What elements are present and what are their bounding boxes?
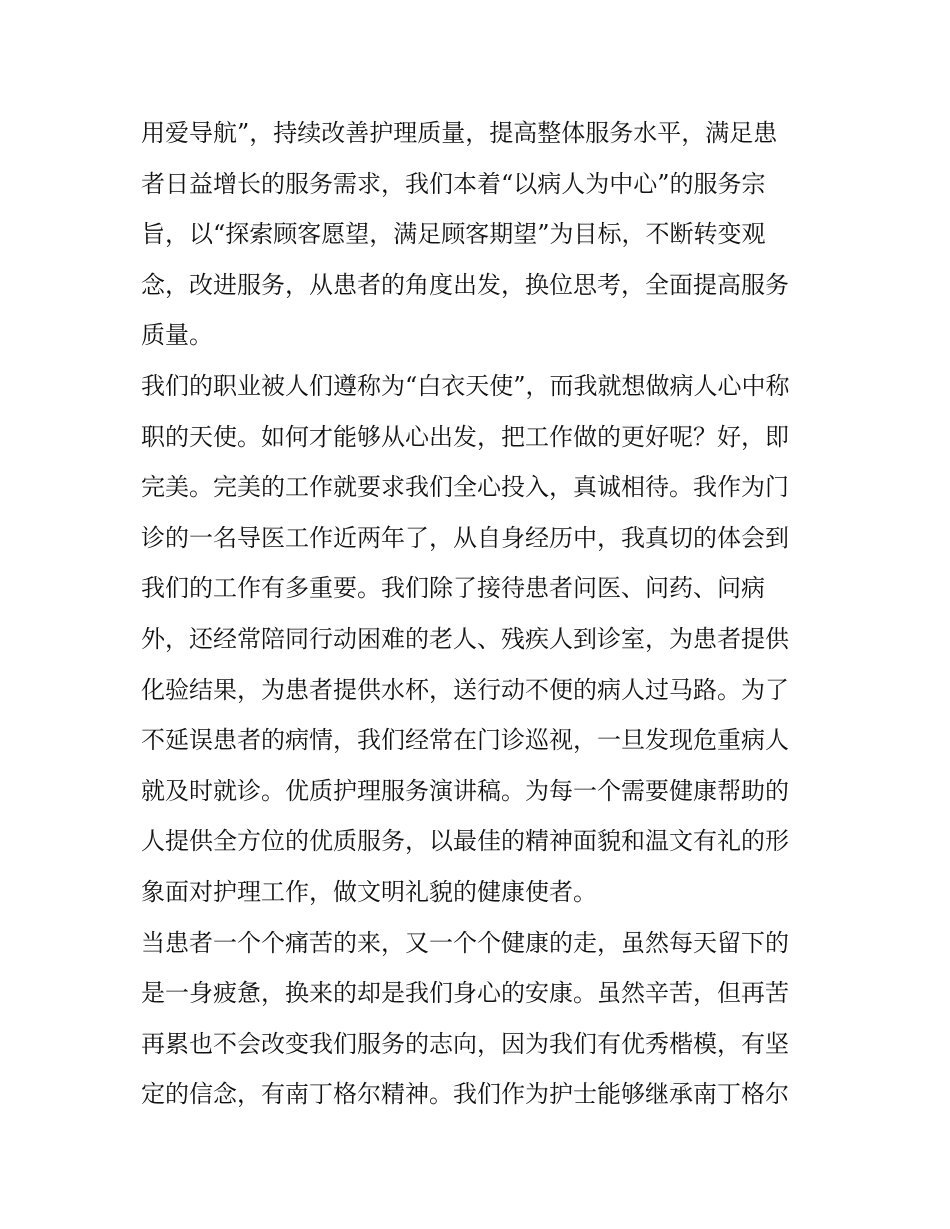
text-line: 诊的一名导医工作近两年了，从自身经历中，我真切的体会到 bbox=[141, 523, 789, 552]
text-line: 就及时就诊。优质护理服务演讲稿。为每一个需要健康帮助的 bbox=[141, 776, 789, 805]
text-line: 定的信念，有南丁格尔精神。我们作为护士能够继承南丁格尔 bbox=[141, 1080, 789, 1109]
text-line: 完美。完美的工作就要求我们全心投入，真诚相待。我作为门 bbox=[141, 473, 789, 502]
text-line: 我们的工作有多重要。我们除了接待患者问医、问药、问病 bbox=[141, 574, 765, 603]
text-line: 外，还经常陪同行动困难的老人、残疾人到诊室，为患者提供 bbox=[141, 624, 789, 653]
text-line: 我们的职业被人们遵称为“白衣天使”，而我就想做病人心中称 bbox=[141, 371, 790, 400]
text-line: 质量。 bbox=[141, 321, 213, 350]
text-line: 不延误患者的病情，我们经常在门诊巡视，一旦发现危重病人 bbox=[141, 726, 789, 755]
text-line: 用爱导航”，持续改善护理质量，提高整体服务水平，满足患 bbox=[141, 119, 778, 147]
text-line: 化验结果，为患者提供水杯，送行动不便的病人过马路。为了 bbox=[141, 675, 789, 704]
text-line: 者日益增长的服务需求，我们本着“以病人为中心”的服务宗 bbox=[141, 169, 766, 198]
text-line: 当患者一个个痛苦的来，又一个个健康的走，虽然每天留下的 bbox=[141, 928, 789, 957]
document-body bbox=[141, 108, 821, 1120]
text-line: 人提供全方位的优质服务，以最佳的精神面貌和温文有礼的形 bbox=[141, 827, 789, 856]
text-line: 职的天使。如何才能够从心出发，把工作做的更好呢？好，即 bbox=[141, 422, 789, 451]
text-line: 旨，以“探索顾客愿望，满足顾客期望”为目标，不断转变观 bbox=[141, 220, 766, 249]
text-line: 再累也不会改变我们服务的志向，因为我们有优秀楷模，有坚 bbox=[141, 1029, 789, 1058]
text-line: 念，改进服务，从患者的角度出发，换位思考，全面提高服务 bbox=[141, 270, 789, 299]
text-line: 是一身疲惫，换来的却是我们身心的安康。虽然辛苦，但再苦 bbox=[141, 979, 789, 1008]
text-line: 象面对护理工作，做文明礼貌的健康使者。 bbox=[141, 877, 597, 906]
